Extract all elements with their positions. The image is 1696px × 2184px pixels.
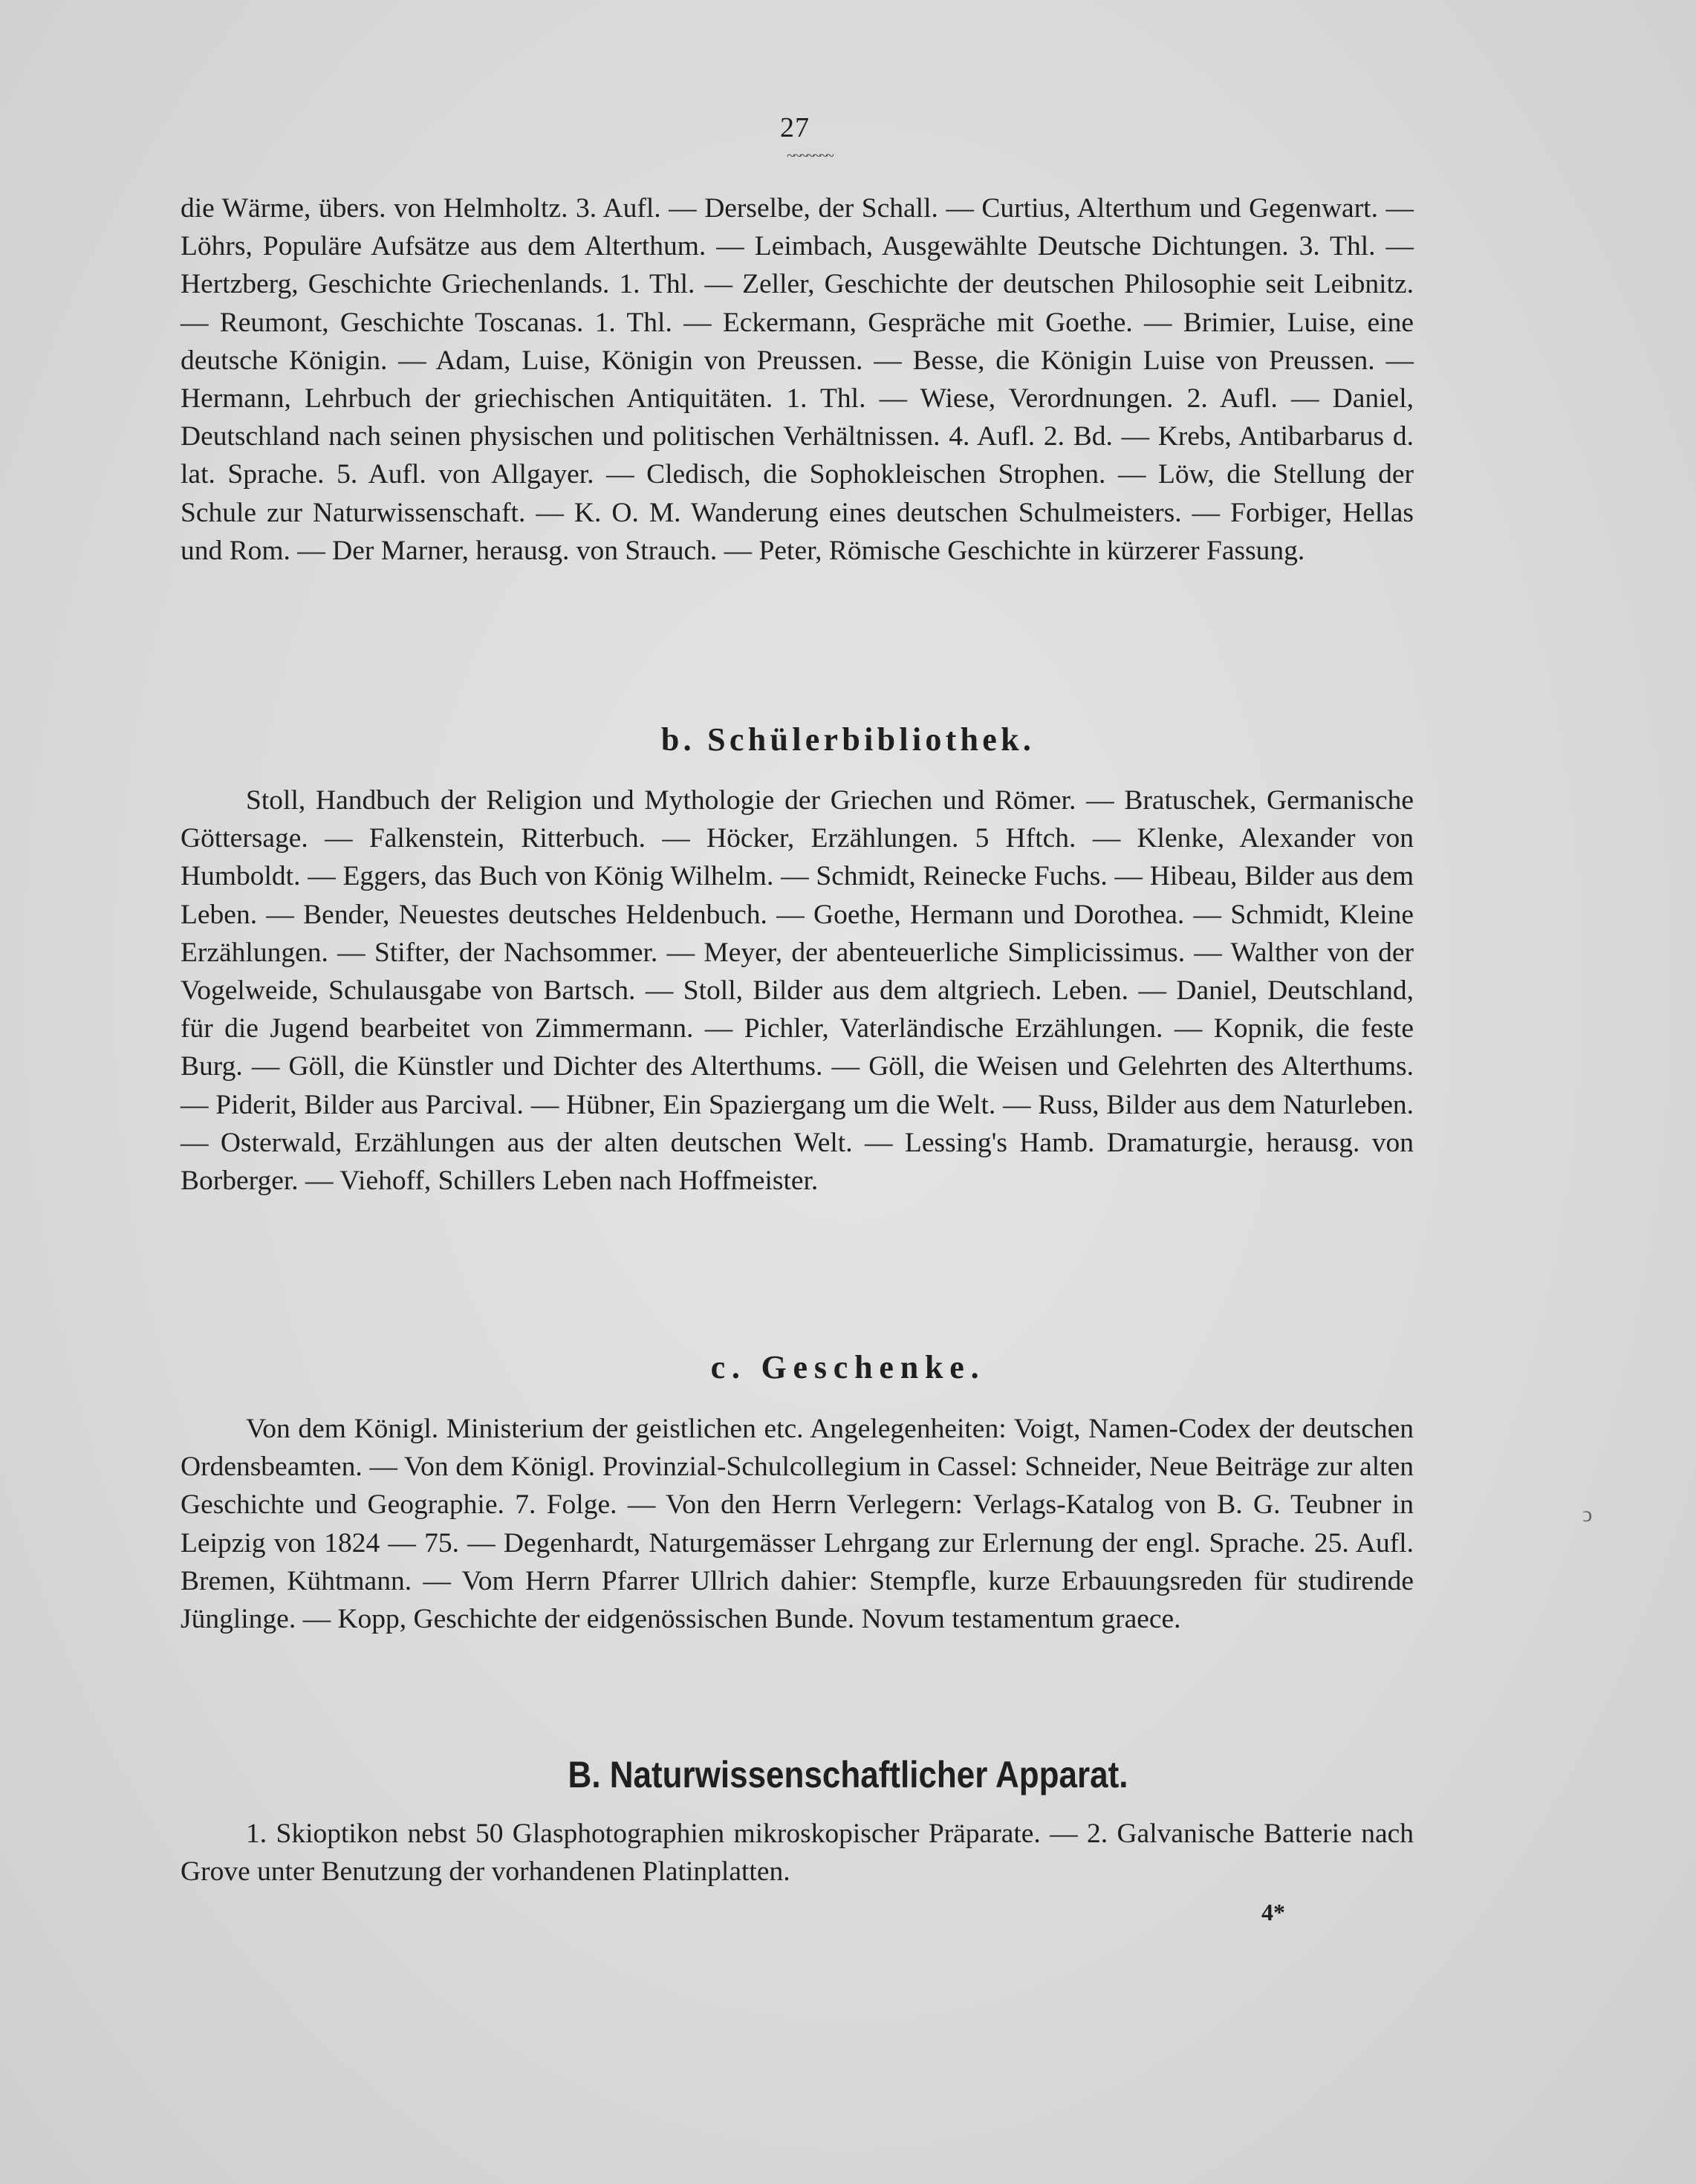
section-B-paragraph — [181, 1815, 1414, 1891]
sheet-signature: 4* — [1261, 1899, 1285, 1925]
margin-mark: ↄ — [1582, 1502, 1593, 1527]
section-B-text: 1. Skioptikon nebst 50 Glasphotographien mikroskopischer Präparate. — 2. Galvanische Batterie nach Grove unter Benutzung der vorhandenen Platinplatten. — [181, 1819, 1414, 1888]
section-b-text: Stoll, Handbuch der Religion und Mythologie der Griechen und Römer. — Bratuschek, Germanische Göttersage. — Falkenstein, Ritterbuch. — Höcker, Erzählungen. 5 Hftch. — Klenke, Alexander von Humboldt. — Eggers, das Buch von König Wilhelm. — Schmidt, Reinecke Fuchs. — Hibeau, Bilder aus dem Leben. — Bender, Neuestes deutsches Heldenbuch. — Goethe, Hermann und Dorothea. — Schmidt, Kleine Erzählungen. — Stifter, der Nachsommer. — Meyer, der abenteuerliche Simplicissimus. — Walther von der Vogelweide, Schulausgabe von Bartsch. — Stoll, Bilder aus dem altgriech. Leben. — Daniel, Deutschland, für die Jugend bearbeitet von Zimmermann. — Pichler, Vaterländische Erzählungen. — Kopnik, die feste Burg. — Göll, die Künstler und Dichter des Alterthums. — Göll, die Weisen und Gelehrten des Alterthums. — Piderit, Bilder aus Parcival. — Hübner, Ein Spaziergang um die Welt. — Russ, Bilder aus dem Naturleben. — Osterwald, Erzählungen aus der alten deutschen Welt. — Lessing's Hamb. Dramaturgie, herausg. von Borberger. — Viehoff, Schillers Leben nach Hoffmeister. — [181, 785, 1414, 1197]
section-c-text: Von dem Königl. Ministerium der geistlichen etc. Angelegenheiten: Voigt, Namen-Codex der deutschen Ordensbeamten. — Von dem Königl. Provinzial-Schulcollegium in Cassel: Schneider, Neue Beiträge zur alten Geschichte und Geographie. 7. Folge. — Von den Herrn Verlegern: Verlags-Katalog von B. G. Teubner in Leipzig von 1824 — 75. — Degenhardt, Naturgemässer Lehrgang zur Erlernung der engl. Sprache. 25. Aufl. Bremen, Kühtmann. — Vom Herrn Pfarrer Ullrich dahier: Stempfle, kurze Erbauungsreden für studirende Jünglinge. — Kopp, Geschichte der eidgenössischen Bunde. Novum testamentum graece. — [181, 1414, 1414, 1635]
page-number-ornament: ~~~~~~~ — [787, 148, 833, 164]
heading-schuelerbibliothek: b. Schülerbibliothek. — [660, 721, 1036, 758]
section-c-paragraph — [181, 1410, 1414, 1638]
section-a-continued-paragraph: die Wärme, übers. von Helmholtz. 3. Aufl. — Derselbe, der Schall. — Curtius, Alterthum und Gegenwart. — Löhrs, Populäre Aufsätze aus dem Alterthum. — Leimbach, Ausgewählte Deutsche Dichtungen. 3. Thl. — Hertzberg, Geschichte Griechenlands. 1. Thl. — Zeller, Geschichte der deutschen Philosophie seit Leibnitz. — Reumont, Geschichte Toscanas. 1. Thl. — Eckermann, Gespräche mit Goethe. — Brimier, Luise, eine deutsche Königin. — Adam, Luise, Königin von Preussen. — Besse, die Königin Luise von Preussen. — Hermann, Lehrbuch der griechischen Antiquitäten. 1. Thl. — Wiese, Verordnungen. 2. Aufl. — Daniel, Deutschland nach seinen physischen und politischen Verhältnissen. 4. Aufl. 2. Bd. — Krebs, Antibarbarus d. lat. Sprache. 5. Aufl. von Allgayer. — Cledisch, die Sophokleischen Strophen. — Löw, die Stellung der Schule zur Naturwissenschaft. — K. O. M. Wanderung eines deutschen Schulmeisters. — Forbiger, Hellas und Rom. — Der Marner, herausg. von Strauch. — Peter, Römische Geschichte in kürzerer Fassung. — [181, 193, 1414, 566]
heading-naturwissenschaftlicher-apparat: B. Naturwissenschaftlicher Apparat. — [568, 1754, 1128, 1795]
section-b-paragraph — [181, 781, 1414, 1200]
page-number: 27 — [780, 112, 810, 143]
heading-geschenke: c. Geschenke. — [710, 1349, 986, 1385]
